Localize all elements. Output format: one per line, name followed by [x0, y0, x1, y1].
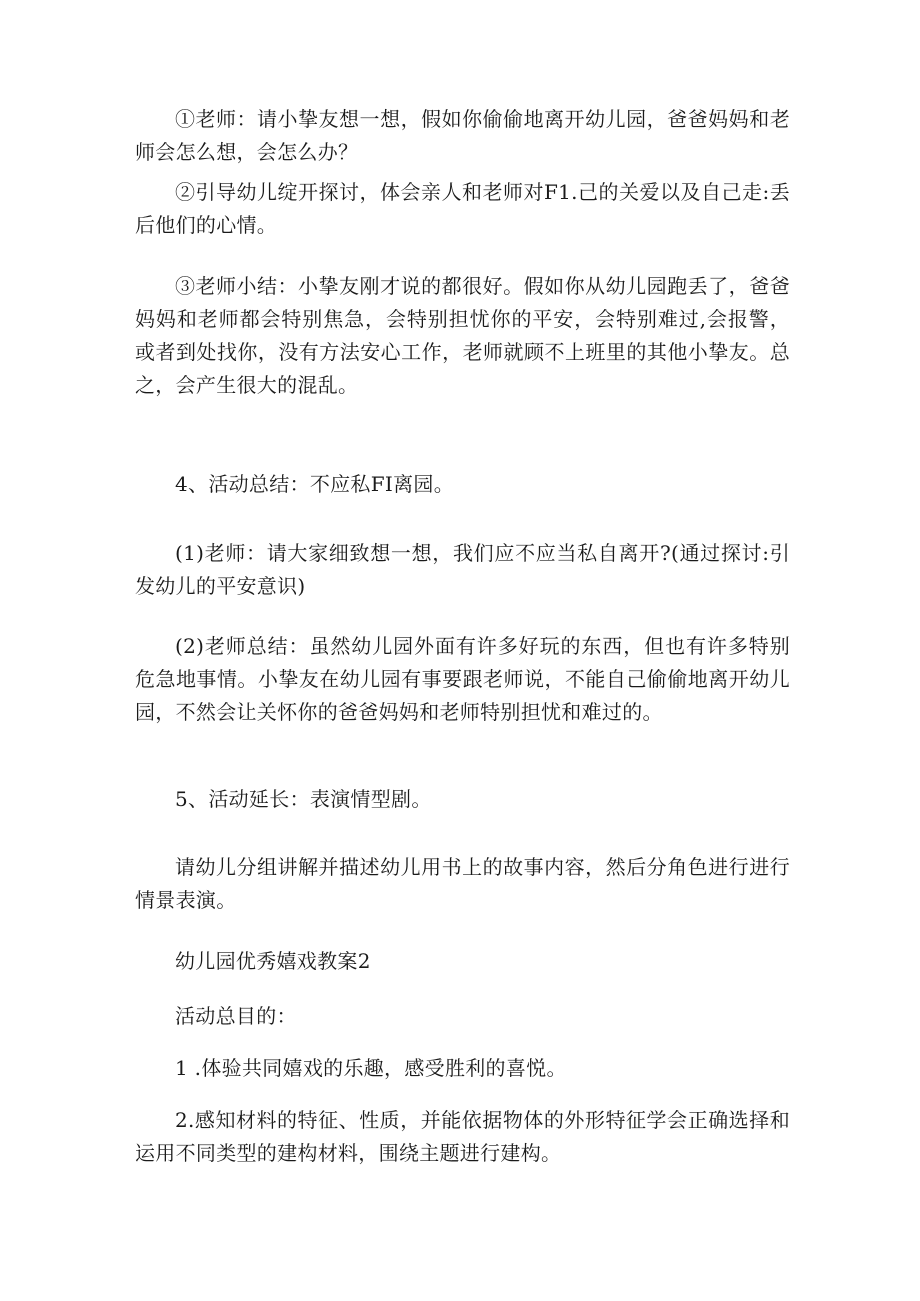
paragraph-teacher-question: ①老师：请小挚友想一想，假如你偷偷地离开幼儿园，爸爸妈妈和老师会怎么想，会怎么办？	[135, 107, 790, 164]
list-item-goal-1: 1 .体验共同嬉戏的乐趣，感受胜利的喜悦。	[175, 1056, 567, 1080]
paragraph-group-performance: 请幼儿分组讲解并描述幼儿用书上的故事内容，然后分角色进行进行情景表演。	[135, 855, 790, 912]
paragraph-teacher-summary: ③老师小结：小挚友刚才说的都很好。假如你从幼儿园跑丢了，爸爸妈妈和老师都会特别焦急，会特别担忧你的平安，会特别难过,会报警，或者到处找你，没有方法安心工作，老师就顾不上班里的其他小挚友。总之，会产生很大的混乱。	[135, 274, 790, 397]
paragraph-overall-goal-heading: 活动总目的：	[175, 1004, 297, 1028]
list-item-goal-2: 2.感知材料的特征、性质，并能依据物体的外形特征学会正确选择和运用不同类型的建构材料，围绕主题进行建构。	[135, 1108, 790, 1165]
paragraph-guide-discussion: ②引导幼儿绽开探讨，体会亲人和老师对F1.己的关爱以及自己走:丢后他们的心情。	[135, 180, 790, 237]
paragraph-activity-conclusion: 4、活动总结：不应私FI离园。	[175, 472, 455, 496]
paragraph-teacher-conclusion: (2)老师总结：虽然幼儿园外面有许多好玩的东西，但也有许多特别危急地事情。小挚友在幼儿园有事要跟老师说，不能自己偷偷地离开幼儿园，不然会让关怀你的爸爸妈妈和老师特别担忧和难过的。	[135, 634, 790, 724]
paragraph-activity-extension: 5、活动延长：表演情型剧。	[175, 787, 432, 811]
paragraph-teacher-ask: (1)老师：请大家细致想一想，我们应不应当私自离开?(通过探讨:引发幼儿的平安意识)	[135, 541, 790, 598]
section-title-lesson-plan-2: 幼儿园优秀嬉戏教案2	[175, 949, 371, 973]
